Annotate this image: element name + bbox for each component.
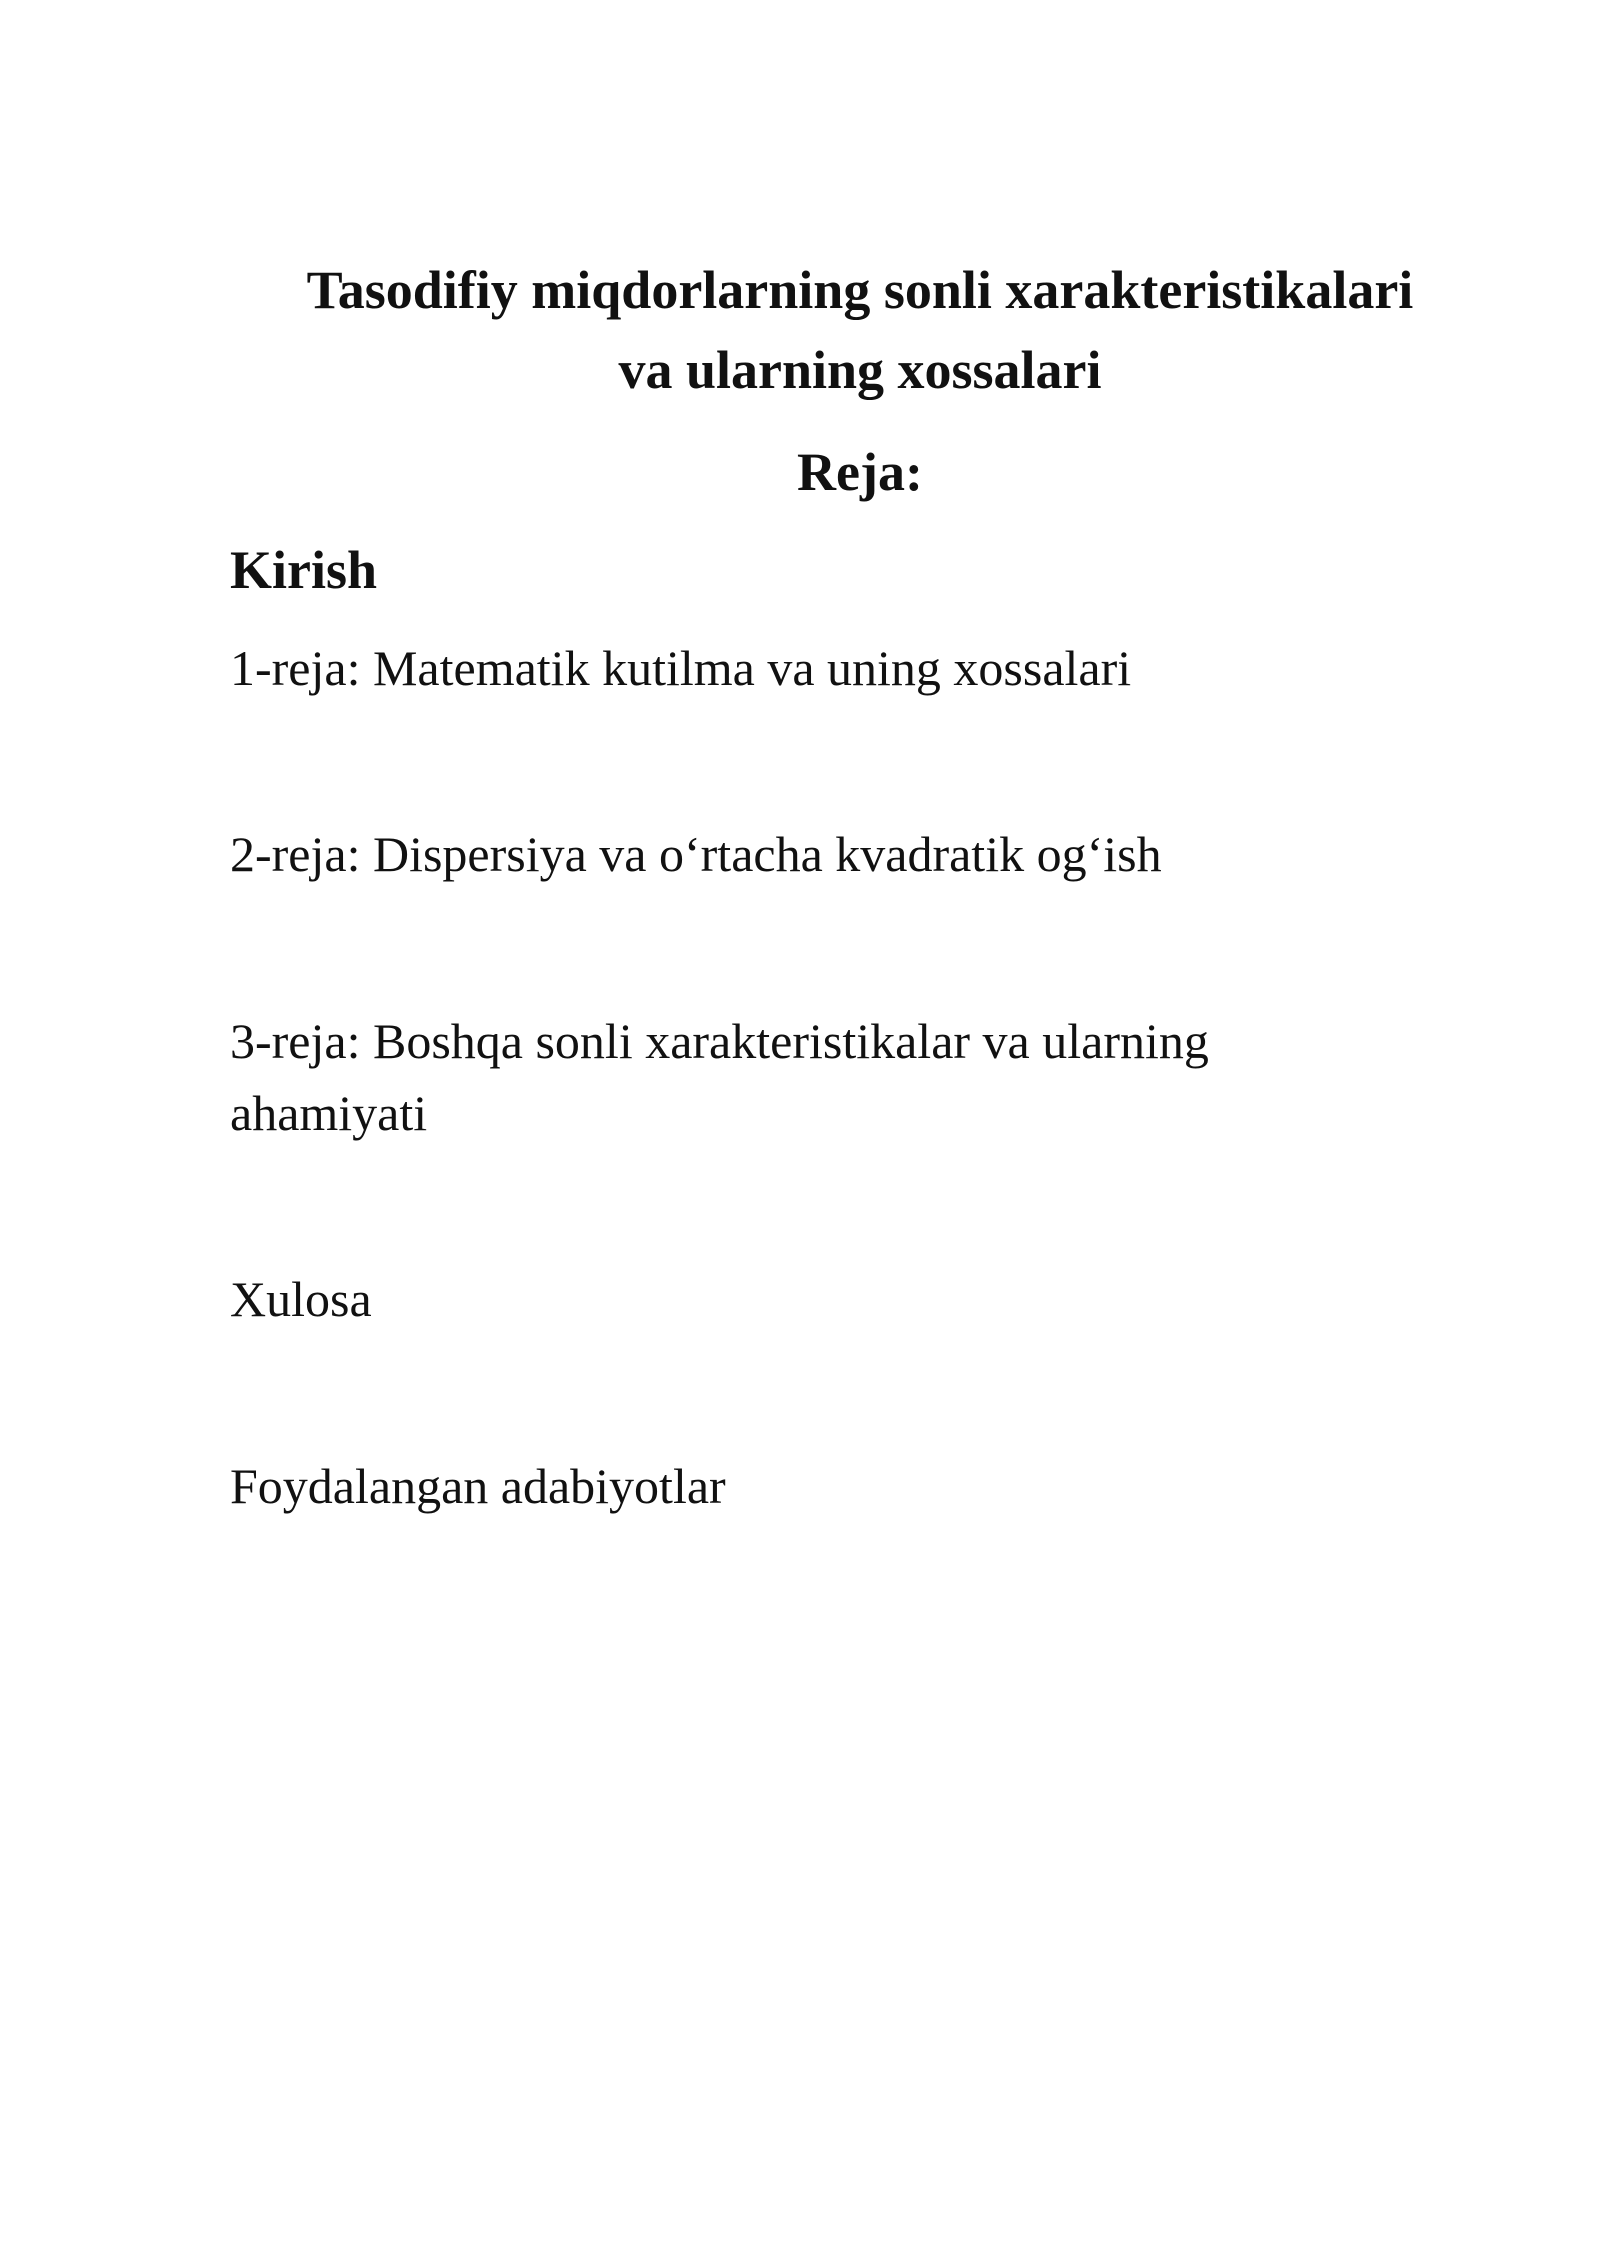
plan-item-1-line-1: 1-reja: Matematik kutilma va uning xossalari bbox=[230, 640, 1132, 696]
document-title-line-1: Tasodifiy miqdorlarning sonli xarakteristikalari bbox=[306, 260, 1414, 320]
plan-item-1 bbox=[230, 632, 1380, 704]
conclusion-item-line-1: Xulosa bbox=[230, 1271, 372, 1327]
plan-item-2-line-1: 2-reja: Dispersiya va o‘rtacha kvadratik og‘ish bbox=[230, 826, 1162, 882]
document-title bbox=[230, 250, 1490, 410]
plan-item-2 bbox=[230, 818, 1380, 890]
plan-item-3-line-2: ahamiyati bbox=[230, 1085, 428, 1141]
plan-item-3-line-1: 3-reja: Boshqa sonli xarakteristikalar va ularning bbox=[230, 1013, 1209, 1069]
document-title-line-2: va ularning xossalari bbox=[618, 340, 1102, 400]
references-item bbox=[230, 1450, 1380, 1522]
plan-item-3 bbox=[230, 1005, 1380, 1149]
plan-heading: Reja: bbox=[797, 442, 923, 502]
conclusion-item bbox=[230, 1263, 1380, 1335]
introduction-heading: Kirish bbox=[230, 540, 378, 600]
references-item-line-1: Foydalangan adabiyotlar bbox=[230, 1458, 726, 1514]
